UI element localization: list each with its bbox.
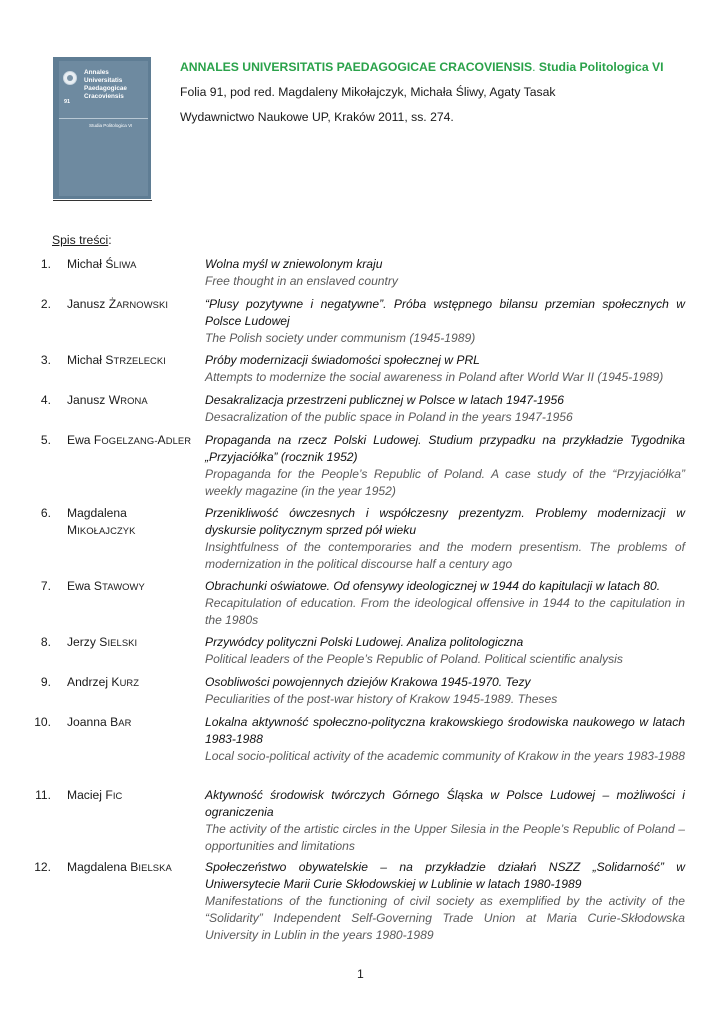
- author-first-name: Michał: [67, 353, 102, 367]
- entry-title-en: The activity of the artistic circles in the Upper Silesia in the People’s Republic of Poland – opportunities and limitations: [205, 822, 685, 853]
- entry-title-pl: Społeczeństwo obywatelskie – na przykładzie działań NSZZ „Solidarność” w Uniwersytecie Marii Curie Skłodowskiej w Lublinie w latach 1980-1989: [205, 860, 685, 891]
- entry-number: 3.: [40, 353, 51, 367]
- author-first-name: Ewa: [67, 433, 91, 447]
- entry-title-en: Peculiarities of the post-war history of Krakow 1945-1989. Theses: [205, 692, 558, 706]
- cover-panel: [59, 61, 148, 196]
- entry-text: [205, 787, 685, 855]
- folia-line: Folia 91, pod red. Magdaleny Mikołajczyk, Michała Śliwy, Agaty Tasak: [180, 85, 556, 99]
- author-first-name: Magdalena: [67, 506, 127, 520]
- entry-author: [67, 256, 199, 273]
- entry-author: [67, 578, 199, 595]
- entry-author: [67, 352, 199, 369]
- author-first-name: Maciej: [67, 788, 102, 802]
- entry-text: [205, 392, 685, 426]
- entry-number: 11.: [35, 788, 51, 802]
- entry-author: [67, 674, 199, 691]
- cover-subtitle: Studia Politologica VI: [89, 123, 133, 128]
- entry-author: [67, 432, 199, 449]
- entry-text: [205, 674, 685, 708]
- cover-underline: [53, 200, 152, 201]
- author-last-name: FOGELZANG-ADLER: [93, 433, 192, 447]
- series-name: Studia Politologica VI: [538, 60, 664, 74]
- author-first-name: Michał: [67, 257, 102, 271]
- author-last-name: ŚLIWA: [105, 257, 137, 271]
- entry-title-en: Local socio-political activity of the academic community of Krakow in the years 1983-1988: [205, 749, 685, 763]
- entry-title-pl: Propaganda na rzecz Polski Ludowej. Studium przypadku na przykładzie Tygodnika „Przyjaciółka” (rocznik 1952): [205, 433, 685, 464]
- entry-text: [205, 352, 685, 386]
- author-first-name: Jerzy: [67, 635, 96, 649]
- entry-text: [205, 256, 685, 290]
- entry-number: 4.: [40, 393, 51, 407]
- entry-title-pl: Desakralizacja przestrzeni publicznej w Polsce w latach 1947-1956: [205, 393, 564, 407]
- entry-title-en: Propaganda for the People’s Republic of Poland. A case study of the “Przyjaciółka” weekly magazine (in the year 1952): [205, 467, 685, 498]
- author-last-name: MIKOŁAJCZYK: [67, 523, 136, 537]
- author-last-name: ŻARNOWSKI: [108, 297, 169, 311]
- author-last-name: STAWOWY: [93, 579, 145, 593]
- entry-author: [67, 634, 199, 651]
- journal-title: [180, 60, 664, 74]
- entry-number: 8.: [40, 635, 51, 649]
- entry-title-en: Political leaders of the People’s Republic of Poland. Political scientific analysis: [205, 652, 623, 666]
- entry-number: 6.: [40, 506, 51, 520]
- author-first-name: Janusz: [67, 393, 106, 407]
- book-cover: [53, 57, 151, 199]
- entry-author: [67, 787, 199, 804]
- entry-title-pl: “Plusy pozytywne i negatywne”. Próba wstępnego bilansu przemian społecznych w Polsce Ludowej: [205, 297, 685, 328]
- page-number: 1: [357, 967, 364, 981]
- cover-number: 91: [64, 99, 71, 105]
- entry-number: 7.: [40, 579, 51, 593]
- entry-author: [67, 296, 199, 313]
- entry-title-en: The Polish society under communism (1945-1989): [205, 331, 476, 345]
- entry-text: [205, 714, 685, 765]
- entry-text: [205, 505, 685, 573]
- entry-title-en: Manifestations of the functioning of civil society as exemplified by the activity of the “Solidarity” Independent Self-Governing Trade Union at Maria Curie-Skłodowska University in Lublin in the years 1980-1989: [205, 894, 685, 942]
- cover-divider: [59, 118, 148, 119]
- entry-text: [205, 432, 685, 500]
- entry-number: 5.: [40, 433, 51, 447]
- entry-title-en: Attempts to modernize the social awareness in Poland after World War II (1945-1989): [205, 370, 664, 384]
- entry-number: 9.: [40, 675, 51, 689]
- author-first-name: Magdalena: [67, 860, 127, 874]
- university-logo-icon: [63, 71, 77, 85]
- entry-title-en: Free thought in an enslaved country: [205, 274, 398, 288]
- author-last-name: KURZ: [111, 675, 140, 689]
- journal-dot: .: [532, 60, 536, 74]
- cover-title: Annales Universitatis Paedagogicae Cracoviensis: [84, 69, 127, 100]
- author-first-name: Joanna: [67, 715, 107, 729]
- publisher-line: Wydawnictwo Naukowe UP, Kraków 2011, ss. 274.: [180, 110, 454, 124]
- author-first-name: Ewa: [67, 579, 91, 593]
- author-first-name: Janusz: [67, 297, 106, 311]
- entry-text: [205, 296, 685, 347]
- entry-author: [67, 505, 199, 539]
- entry-title-pl: Przywódcy polityczni Polski Ludowej. Analiza politologiczna: [205, 635, 524, 649]
- author-last-name: BIELSKA: [130, 860, 172, 874]
- entry-title-pl: Obrachunki oświatowe. Od ofensywy ideologicznej w 1944 do kapitulacji w latach 80.: [205, 579, 661, 593]
- entry-number: 2.: [40, 297, 51, 311]
- entry-title-en: Insightfulness of the contemporaries and the modern presentism. The problems of modernization in the political discourse half a century ago: [205, 540, 685, 571]
- entry-number: 10.: [34, 715, 51, 729]
- entry-title-pl: Lokalna aktywność społeczno-polityczna krakowskiego środowiska naukowego w latach 1983-1988: [205, 715, 685, 746]
- toc-heading-label: Spis treści: [52, 233, 109, 247]
- entry-number: 1.: [40, 257, 51, 271]
- author-first-name: Andrzej: [67, 675, 109, 689]
- entry-number: 12.: [34, 860, 51, 874]
- entry-text: [205, 634, 685, 668]
- entry-title-pl: Przenikliwość ówczesnych i współczesny prezentyzm. Problemy modernizacji w dyskursie politycznym sprzed pół wieku: [205, 506, 685, 537]
- entry-title-pl: Aktywność środowisk twórczych Górnego Śląska w Polsce Ludowej – możliwości i ograniczenia: [205, 788, 685, 819]
- entry-title-pl: Wolna myśl w zniewolonym kraju: [205, 257, 383, 271]
- entry-title-pl: Próby modernizacji świadomości społecznej w PRL: [205, 353, 480, 367]
- journal-name: ANNALES UNIVERSITATIS PAEDAGOGICAE CRACOVIENSIS: [180, 60, 533, 74]
- author-last-name: WRONA: [108, 393, 148, 407]
- entry-text: [205, 578, 685, 629]
- entry-text: [205, 859, 685, 944]
- toc-heading-colon: :: [108, 233, 112, 247]
- entry-author: [67, 714, 199, 731]
- entry-title-pl: Osobliwości powojennych dziejów Krakowa 1945-1970. Tezy: [205, 675, 531, 689]
- author-last-name: STRZELECKI: [105, 353, 166, 367]
- author-last-name: BAR: [110, 715, 132, 729]
- toc-heading: [52, 233, 112, 247]
- entry-title-en: Desacralization of the public space in Poland in the years 1947-1956: [205, 410, 573, 424]
- author-last-name: FIC: [105, 788, 123, 802]
- author-last-name: SIELSKI: [99, 635, 138, 649]
- entry-title-en: Recapitulation of education. From the ideological offensive in 1944 to the capitulation in the 1980s: [205, 596, 685, 627]
- entry-author: [67, 392, 199, 409]
- entry-author: [67, 859, 199, 876]
